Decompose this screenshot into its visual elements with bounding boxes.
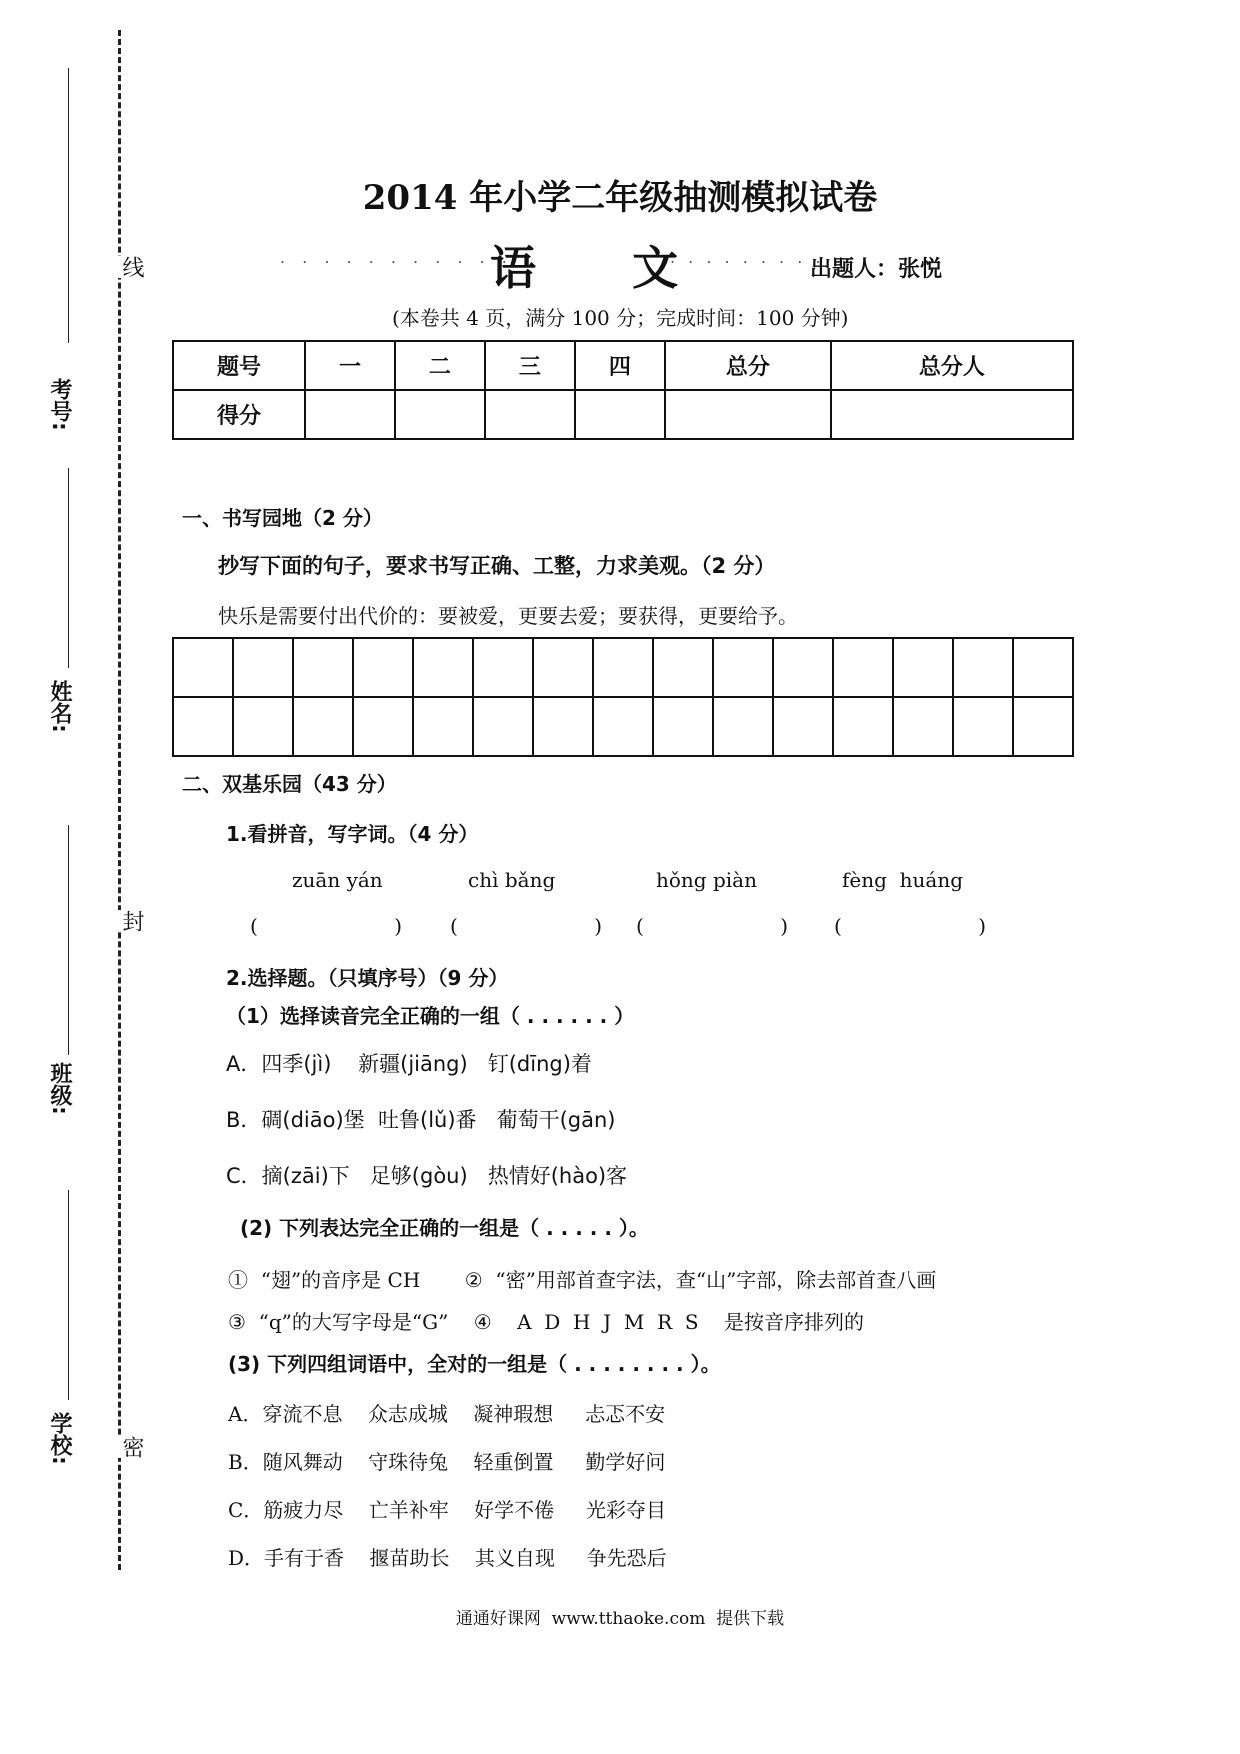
section1-sentence: 快乐是需要付出代价的：要被爱，更要去爱；要获得，更要给予。 — [218, 604, 798, 628]
grid-cell[interactable] — [653, 638, 713, 697]
margin-line-3 — [68, 825, 69, 1055]
grid-cell[interactable] — [533, 697, 593, 756]
grid-cell[interactable] — [233, 697, 293, 756]
score-input-cell[interactable] — [831, 390, 1073, 439]
answer-blank-1[interactable]: ( ) — [250, 914, 402, 938]
grid-cell[interactable] — [473, 638, 533, 697]
grid-cell[interactable] — [593, 697, 653, 756]
q2-3-option-b: B．随风舞动 守珠待兔 轻重倒置 勤学好问 — [228, 1450, 666, 1474]
q2-3-prompt: (3) 下列四组词语中，全对的一组是（ . . . . . . . . ）。 — [228, 1352, 721, 1376]
pinyin-2: chì bǎng — [468, 868, 556, 892]
grid-cell[interactable] — [953, 697, 1013, 756]
answer-blank-4[interactable]: ( ) — [834, 914, 986, 938]
grid-cell[interactable] — [773, 697, 833, 756]
q2-3-option-d: D．手有于香 揠苗助长 其义自现 争先恐后 — [228, 1546, 667, 1570]
subject-title: 语 文 — [490, 241, 679, 295]
q2-1-option-b: B．碉(diāo)堡 吐鲁(lǔ)番 葡萄干(gān) — [226, 1108, 616, 1132]
q2-title: 2.选择题。（只填序号）（9 分） — [226, 966, 509, 990]
score-header-cell: 总分 — [665, 341, 831, 390]
score-input-cell[interactable] — [305, 390, 395, 439]
pinyin-4: fèng huáng — [842, 868, 964, 892]
grid-cell[interactable] — [893, 697, 953, 756]
score-header-cell: 三 — [485, 341, 575, 390]
grid-cell[interactable] — [713, 638, 773, 697]
grid-cell[interactable] — [413, 638, 473, 697]
q2-1-option-c: C．摘(zāi)下 足够(gòu) 热情好(hào)客 — [226, 1164, 628, 1188]
score-header-cell: 二 — [395, 341, 485, 390]
grid-cell[interactable] — [773, 638, 833, 697]
class-label: 班级: — [47, 1062, 72, 1115]
writing-grid-row — [173, 638, 1073, 697]
grid-cell[interactable] — [473, 697, 533, 756]
grid-cell[interactable] — [1013, 697, 1073, 756]
grid-cell[interactable] — [533, 638, 593, 697]
grid-cell[interactable] — [833, 638, 893, 697]
subject-dots-left: . . . . . . . . . . . — [280, 248, 513, 267]
q1-title: 1.看拼音，写字词。（4 分） — [226, 822, 479, 846]
score-header-cell: 题号 — [173, 341, 305, 390]
exam-no-label: 考号: — [47, 378, 72, 431]
pinyin-1: zuān yán — [292, 868, 383, 892]
page-title: 2014 年小学二年级抽测模拟试卷 — [362, 178, 878, 218]
grid-cell[interactable] — [413, 697, 473, 756]
q2-1-option-a: A．四季(jì) 新疆(jiāng) 钉(dīng)着 — [226, 1052, 592, 1076]
grid-cell[interactable] — [293, 697, 353, 756]
answer-blank-2[interactable]: ( ) — [450, 914, 602, 938]
cut-label-xian: 线 — [116, 256, 147, 278]
section2-title: 二、双基乐园（43 分） — [182, 772, 397, 796]
name-label: 姓名: — [47, 680, 72, 733]
grid-cell[interactable] — [353, 697, 413, 756]
grid-cell[interactable] — [713, 697, 773, 756]
section1-title: 一、书写园地（2 分） — [182, 506, 383, 530]
writing-grid-row — [173, 697, 1073, 756]
score-header-cell: 一 — [305, 341, 395, 390]
pinyin-3: hǒng piàn — [656, 868, 757, 892]
grid-cell[interactable] — [353, 638, 413, 697]
q2-2-line1: ① “翅”的音序是 CH ② “密”用部首查字法，查“山”字部，除去部首查八画 — [228, 1268, 937, 1292]
score-input-cell[interactable] — [575, 390, 665, 439]
q2-2-prompt: (2) 下列表达完全正确的一组是（ . . . . . ）。 — [240, 1216, 649, 1240]
score-table-header-row — [173, 341, 1073, 390]
margin-line-4 — [68, 1190, 69, 1400]
page-footer: 通通好课网 www.tthaoke.com 提供下载 — [455, 1609, 785, 1629]
q2-2-line2: ③ “q”的大写字母是“G” ④ A D H J M R S 是按音序排列的 — [228, 1310, 865, 1334]
grid-cell[interactable] — [1013, 638, 1073, 697]
grid-cell[interactable] — [593, 638, 653, 697]
section1-instruction: 抄写下面的句子，要求书写正确、工整，力求美观。（2 分） — [218, 554, 776, 578]
subject-dots-right: . . . . . . . . . . — [670, 248, 843, 267]
answer-blank-3[interactable]: ( ) — [636, 914, 788, 938]
score-table-score-row — [173, 390, 1073, 439]
q2-3-option-c: C．筋疲力尽 亡羊补牢 好学不倦 光彩夺目 — [228, 1498, 666, 1522]
score-input-cell[interactable] — [395, 390, 485, 439]
q2-1-prompt: （1）选择读音完全正确的一组（ . . . . . . ） — [226, 1004, 635, 1028]
cut-label-feng: 封 — [116, 910, 147, 932]
score-header-cell: 四 — [575, 341, 665, 390]
cut-label-mi: 密 — [116, 1436, 147, 1458]
author-line: 出题人：张悦 — [810, 257, 943, 282]
grid-cell[interactable] — [173, 638, 233, 697]
score-table — [172, 340, 1074, 440]
q2-3-option-a: A．穿流不息 众志成城 凝神瑕想 忐忑不安 — [228, 1402, 666, 1426]
school-label: 学校: — [47, 1412, 72, 1465]
score-header-cell: 总分人 — [831, 341, 1073, 390]
grid-cell[interactable] — [173, 697, 233, 756]
writing-grid[interactable] — [172, 637, 1074, 757]
grid-cell[interactable] — [953, 638, 1013, 697]
grid-cell[interactable] — [893, 638, 953, 697]
grid-cell[interactable] — [233, 638, 293, 697]
score-row-label: 得分 — [173, 390, 305, 439]
score-input-cell[interactable] — [665, 390, 831, 439]
grid-cell[interactable] — [653, 697, 713, 756]
grid-cell[interactable] — [293, 638, 353, 697]
score-input-cell[interactable] — [485, 390, 575, 439]
margin-line-2 — [68, 468, 69, 668]
exam-info: (本卷共 4 页，满分 100 分；完成时间：100 分钟) — [392, 306, 849, 330]
grid-cell[interactable] — [833, 697, 893, 756]
